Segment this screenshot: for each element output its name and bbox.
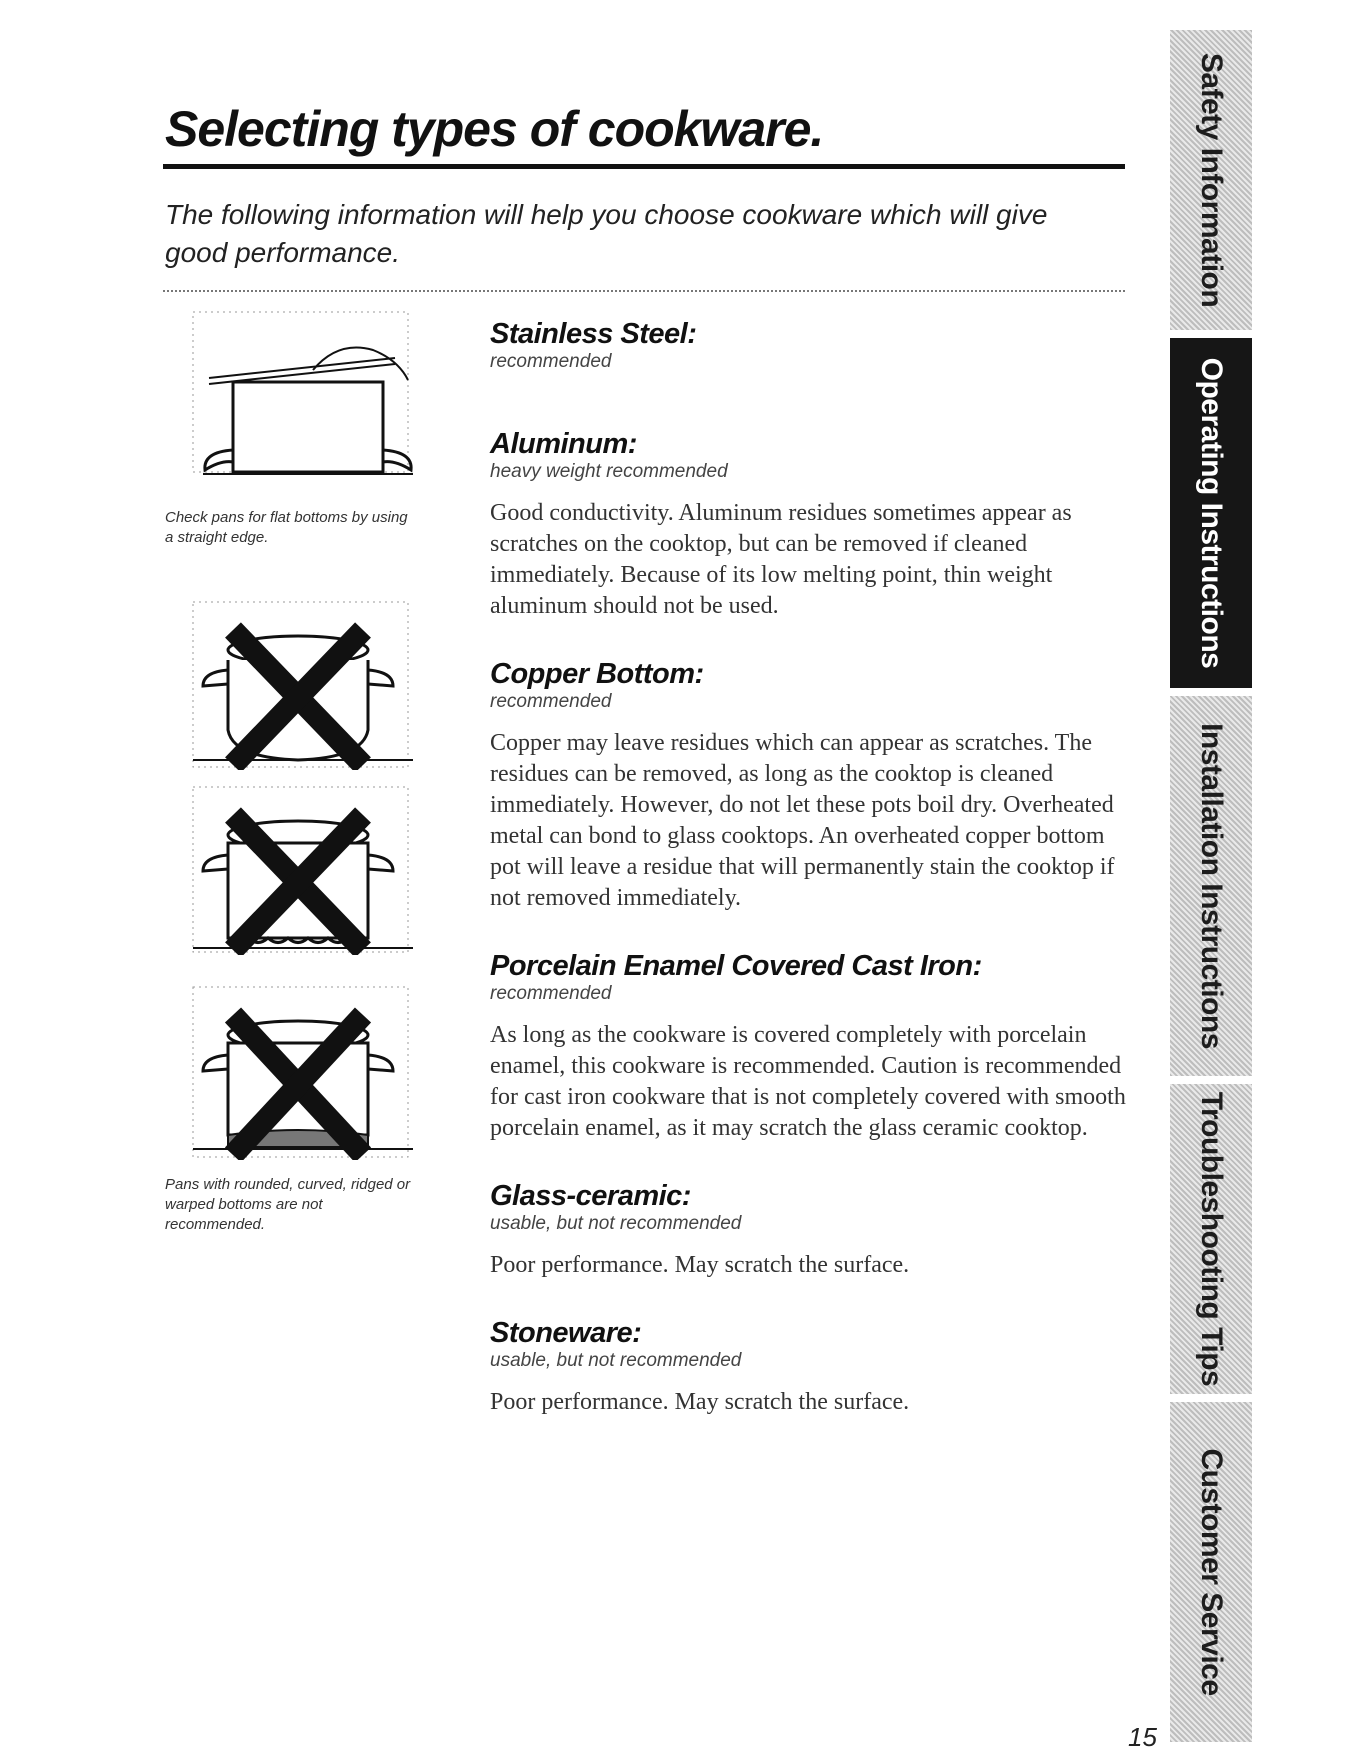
tab-label: Safety Information xyxy=(1195,52,1228,308)
title-rule xyxy=(163,164,1125,169)
page-title: Selecting types of cookware. xyxy=(165,101,824,157)
tab-safety-information[interactable] xyxy=(1170,30,1252,330)
section-porcelain-enamel xyxy=(490,950,1130,1144)
page-number: 15 xyxy=(1128,1722,1157,1752)
tab-label: Operating Instructions xyxy=(1195,357,1228,669)
section-body: As long as the cookware is covered completely with porcelain enamel, this cookware is recommended. Caution is recommended for cast iron cookware that is not completely covered with smooth porcelain enamel, as it may scratch the glass ceramic cooktop. xyxy=(490,1022,1126,1141)
section-body: Poor performance. May scratch the surface. xyxy=(490,1389,910,1415)
section-body: Poor performance. May scratch the surface. xyxy=(490,1252,910,1278)
tab-troubleshooting-tips[interactable] xyxy=(1170,1084,1252,1394)
section-heading: Glass-ceramic: xyxy=(490,1180,691,1212)
ridged-pot-illustration xyxy=(163,785,433,955)
caption-not-recommended: Pans with rounded, curved, ridged or warped bottoms are not recommended. xyxy=(165,1176,411,1233)
section-heading: Aluminum: xyxy=(490,428,637,460)
section-rating: usable, but not recommended xyxy=(490,1213,742,1234)
section-stainless-steel xyxy=(490,318,1130,374)
flat-bottom-check-illustration xyxy=(163,310,433,490)
caption-flat-check: Check pans for flat bottoms by using a straight edge. xyxy=(165,509,408,546)
section-heading: Copper Bottom: xyxy=(490,658,704,690)
section-body: Copper may leave residues which can appear as scratches. The residues can be removed, as long as the cooktop is cleaned immediately. However, do not let these pots boil dry. Overheated metal can bond to glass cooktops. An overheated copper bottom pot will leave a residue that will permanently stain the cooktop if not removed immediately. xyxy=(490,730,1115,911)
tab-installation-instructions[interactable] xyxy=(1170,696,1252,1076)
cookware-sections xyxy=(490,318,1130,1454)
section-body: Good conductivity. Aluminum residues sometimes appear as scratches on the cooktop, but can be removed if cleaned immediately. Because of its low melting point, thin weight aluminum should not be used. xyxy=(490,500,1072,619)
section-glass-ceramic xyxy=(490,1180,1130,1281)
intro-text: The following information will help you choose cookware which will give good performance. xyxy=(165,199,1048,268)
section-rating: recommended xyxy=(490,691,612,712)
section-heading: Stainless Steel: xyxy=(490,318,697,350)
section-divider xyxy=(163,290,1125,292)
tab-label: Troubleshooting Tips xyxy=(1195,1091,1228,1387)
section-rating: recommended xyxy=(490,983,612,1004)
section-aluminum xyxy=(490,428,1130,622)
section-rating: usable, but not recommended xyxy=(490,1350,742,1371)
section-heading: Porcelain Enamel Covered Cast Iron: xyxy=(490,950,982,982)
rounded-pot-illustration xyxy=(163,600,433,770)
tab-label: Customer Service xyxy=(1195,1448,1228,1696)
tab-customer-service[interactable] xyxy=(1170,1402,1252,1742)
side-tabs xyxy=(1170,30,1252,1750)
tab-label: Installation Instructions xyxy=(1195,723,1228,1049)
section-rating: recommended xyxy=(490,351,612,372)
section-rating: heavy weight recommended xyxy=(490,461,728,482)
section-copper-bottom xyxy=(490,658,1130,914)
warped-pot-illustration xyxy=(163,985,433,1160)
tab-operating-instructions[interactable] xyxy=(1170,338,1252,688)
section-heading: Stoneware: xyxy=(490,1317,642,1349)
section-stoneware xyxy=(490,1317,1130,1418)
